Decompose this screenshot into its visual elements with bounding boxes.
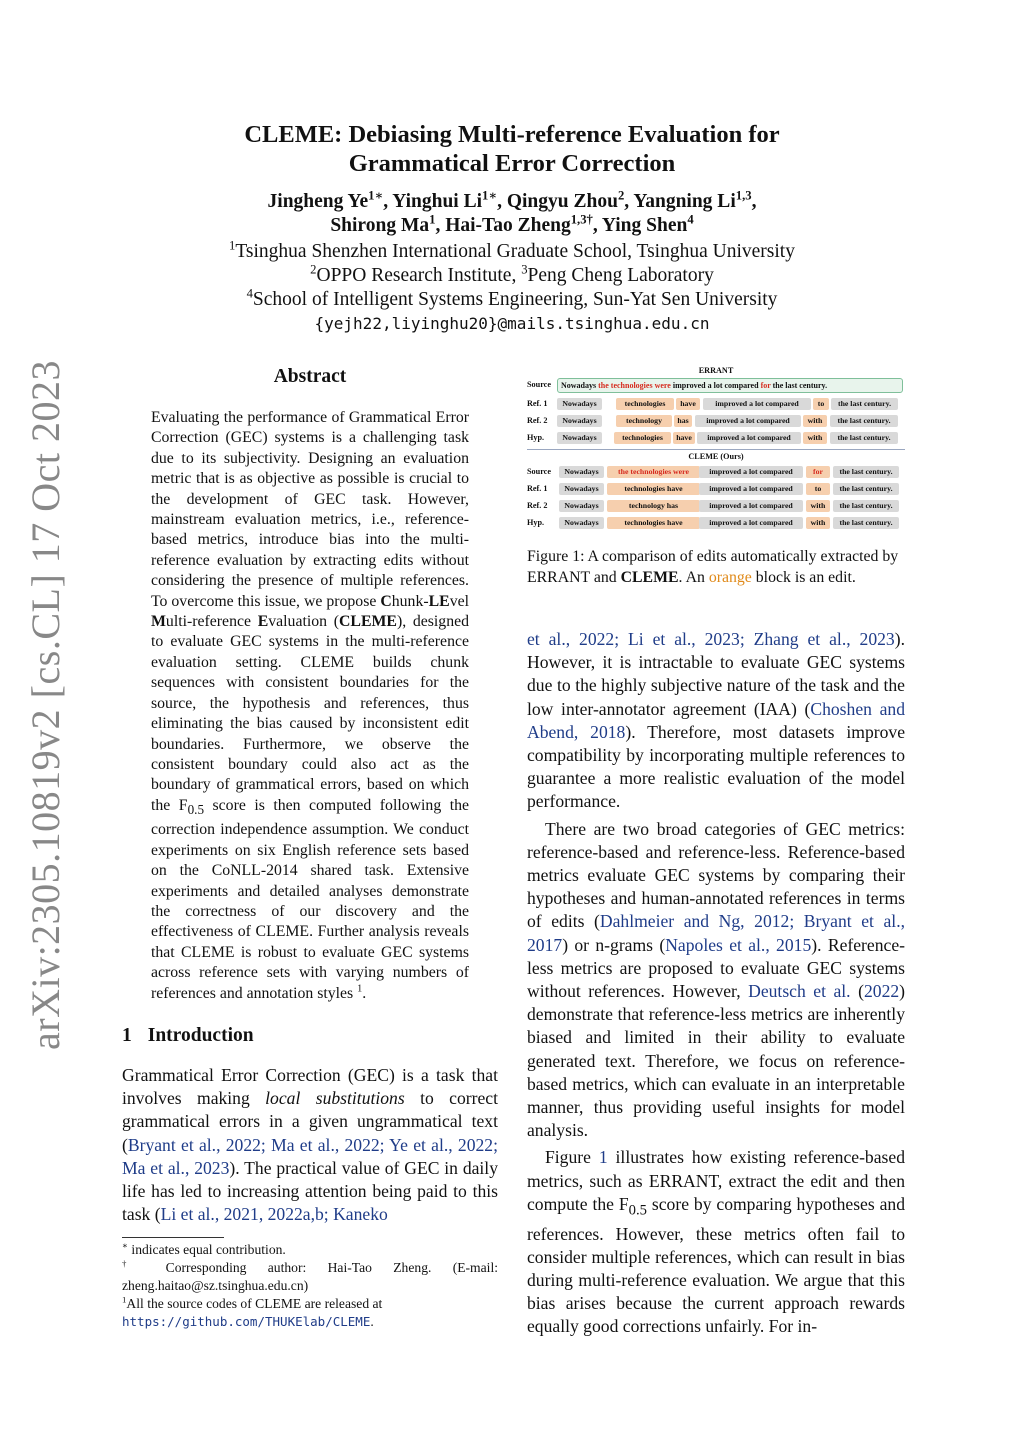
author-name: Yinghui Li <box>392 191 483 212</box>
footnote-corresponding <box>122 1259 498 1295</box>
body-text: There are two broad categories of GEC metrics: reference-based and reference-less. Reference-based metrics evaluate GEC systems by comparing their hypotheses and human-annotated references in terms of edits ( <box>527 818 905 932</box>
cleme-title: CLEME (Ours) <box>688 452 744 461</box>
author-affil-sup: 1,3† <box>570 212 593 227</box>
abstract-text: ulti-reference <box>165 613 258 631</box>
caption-bold: CLEME <box>620 569 679 586</box>
cleme-hyp-edit-chip: technologies have <box>607 517 700 529</box>
citation-link[interactable]: Bryant et al., 2022; Ma et al., 2022; Ye et al., 2022; Ma et al., 2023 <box>122 1134 498 1178</box>
author-sep: , <box>435 215 441 236</box>
abstract-heading: Abstract <box>273 366 347 387</box>
row-label-source: Source <box>527 467 551 476</box>
row-label-ref2: Ref. 2 <box>527 501 548 510</box>
body-text: ) demonstrate that reference-less metrics are inherently biased and limited in their ability to evaluate generated text. Therefore, we focus on reference-based metrics, which can evaluate in an interpretable manner, thus providing useful insights for model analysis. <box>527 981 906 1141</box>
figure-1 <box>527 366 905 534</box>
acronym-letter: M <box>151 613 166 631</box>
cleme-source-chip: improved a lot compared <box>699 466 803 478</box>
acronym-letter: E <box>257 613 269 631</box>
affil-sup: 1 <box>229 238 236 253</box>
errant-ref1-chip: the last century. <box>831 398 898 410</box>
errant-hyp-chip: the last century. <box>830 432 898 444</box>
author-email: {yejh22,liyinghu20}@mails.tsinghua.edu.cn <box>314 314 710 333</box>
affiliation-4 <box>0 288 1024 312</box>
citation-link[interactable]: Choshen and Abend, 2018 <box>527 698 905 742</box>
right-paragraph-1 <box>527 628 905 814</box>
footnote-mark: † <box>122 1258 145 1269</box>
body-text: ) or n-grams ( <box>562 934 666 955</box>
abstract-text: Evaluating the performance of Grammatical Error Correction (GEC) systems is a challenging task due to its subjectivity. Designing an evaluation metric that is as objective as possible is crucial to the development of GEC task. However, mainstream evaluation metrics, i.e., reference-based metrics, introduce bias into the multi-reference evaluation by extracting edits without considering the presence of multiple references. To overcome this issue, we propose <box>151 409 469 610</box>
author-affil-sup: 1,3 <box>735 188 752 203</box>
errant-ref1-edit-chip: have <box>676 398 700 410</box>
right-column-body <box>527 628 905 1339</box>
citation-link[interactable]: 2022 <box>863 981 900 1002</box>
row-label-ref1: Ref. 1 <box>527 399 548 408</box>
citation-link[interactable]: Napoles et al., 2015 <box>665 934 812 955</box>
footnote-mark: 1 <box>122 1294 127 1305</box>
cleme-source-edit-chip: for <box>806 466 830 478</box>
right-paragraph-2 <box>527 818 905 1143</box>
body-text: Figure <box>545 1147 599 1168</box>
source-text: Nowadays <box>561 381 599 390</box>
cleme-ref1-chip: improved a lot compared <box>699 483 803 495</box>
author-affil-sup: 1∗ <box>368 188 384 203</box>
author-name: Yangning Li <box>633 191 736 212</box>
author-affil-sup: 1 <box>429 212 436 227</box>
citation-link[interactable]: Deutsch et al. <box>748 981 851 1002</box>
affiliation-2 <box>0 264 1024 288</box>
cleme-source-chip: the last century. <box>833 466 899 478</box>
affil-sup: 4 <box>246 286 253 301</box>
cleme-ref1-edit-chip: technologies have <box>607 483 700 495</box>
abstract-body <box>151 408 469 1004</box>
row-label-source: Source <box>527 380 551 389</box>
errant-hyp-edit-chip: have <box>673 432 695 444</box>
abstract-text: hunk- <box>391 592 429 610</box>
cleme-ref2-edit-chip: with <box>806 500 830 512</box>
row-label-hyp: Hyp. <box>527 518 545 527</box>
author-sep: , <box>624 191 630 212</box>
author-name: Qingyu Zhou <box>506 191 618 212</box>
affil-text: School of Intelligent Systems Engineering, Sun-Yat Sen University <box>252 289 778 310</box>
footnote-mark[interactable]: 1 <box>357 983 363 995</box>
intro-text <box>122 1064 498 1226</box>
errant-hyp-edit-chip: with <box>803 432 827 444</box>
author-sep: , <box>592 215 598 236</box>
cleme-ref1-edit-chip: to <box>806 483 830 495</box>
author-name: Jingheng Ye <box>267 191 369 212</box>
section-heading-introduction <box>122 1025 254 1047</box>
errant-ref1-edit-chip: technologies <box>616 398 674 410</box>
errant-title: ERRANT <box>698 366 734 375</box>
author-list <box>0 190 1024 238</box>
abstract-text: . <box>362 984 367 1002</box>
row-label-ref1: Ref. 1 <box>527 484 548 493</box>
source-error-text: the technologies were <box>598 381 671 390</box>
acronym-bold: CLEME <box>339 613 397 631</box>
body-text: score by comparing hypotheses and references. However, these metrics often fail to consider multiple references, which can result in bias during multi-reference evaluation. We argue that this bias arises because the current approach rewards equally good corrections unfairly. For in- <box>527 1193 905 1337</box>
author-affil-sup: 2 <box>617 188 625 203</box>
body-text: ). However, it is intractable to evaluate GEC systems due to the highly subjective nature of the task and the low inter-annotator agreement (IAA) ( <box>527 629 905 719</box>
abstract-text: valuation ( <box>268 613 339 631</box>
intro-paragraph <box>122 1064 498 1226</box>
body-text: ( <box>850 981 864 1002</box>
cleme-ref1-chip: Nowadays <box>559 483 604 495</box>
cleme-hyp-chip: the last century. <box>833 517 899 529</box>
errant-ref1-edit-chip: to <box>813 398 829 410</box>
row-label-ref2: Ref. 2 <box>527 416 548 425</box>
affiliation-1 <box>0 240 1024 264</box>
errant-ref1-chip: Nowadays <box>557 398 602 410</box>
cleme-ref2-edit-chip: technology has <box>607 500 700 512</box>
cleme-ref1-chip: the last century. <box>833 483 899 495</box>
arxiv-sidebar-id: arXiv:2305.10819v2 [cs.CL] 17 Oct 2023 <box>23 359 68 1050</box>
row-label-hyp: Hyp. <box>527 433 545 442</box>
author-affil-sup: 4 <box>687 212 694 227</box>
abstract-text: ), designed to evaluate GEC systems in the multi-reference evaluation setting. CLEME builds chunk sequences with consistent boundaries for the source, the hypothesis and references, thus eliminating the bias caused by inconsistent edit boundaries. Furthermore, we observe the consistent boundary could also act as the boundary of grammatical errors, based on which the F <box>151 613 470 814</box>
errant-hyp-chip: Nowadays <box>557 432 602 444</box>
code-url-link[interactable]: https://github.com/THUKElab/CLEME <box>122 1314 371 1329</box>
figure-1-caption <box>527 546 905 588</box>
errant-hyp-chip: improved a lot compared <box>697 432 801 444</box>
paper-title <box>0 120 1024 178</box>
footnote-text: . <box>370 1314 374 1329</box>
cleme-ref2-chip: Nowadays <box>559 500 604 512</box>
author-name: Ying Shen <box>601 215 688 236</box>
author-sep: , <box>497 191 502 212</box>
figure-separator <box>527 449 905 450</box>
source-text: improved a lot compared <box>670 381 761 390</box>
caption-text: . An <box>678 569 709 586</box>
body-text: ). Therefore, most datasets improve compatibility by incorporating multiple references to guarantee a more realistic evaluation of the model performance. <box>527 721 906 812</box>
footnote-equal <box>122 1241 498 1259</box>
footnote-code <box>122 1295 498 1331</box>
errant-ref2-edit-chip: technology <box>616 415 672 427</box>
body-text: Grammatical Error Correction (GEC) is a task that involves making <box>122 1065 498 1109</box>
section-number: 1 <box>122 1025 132 1046</box>
citation-link[interactable]: et al., 2022; Li et al., 2023; Zhang et al., 2023 <box>527 629 895 649</box>
affil-text: Peng Cheng Laboratory <box>527 265 714 286</box>
f-subscript: 0.5 <box>628 1202 647 1219</box>
cleme-hyp-chip: improved a lot compared <box>699 517 803 529</box>
affil-text: Tsinghua Shenzhen International Graduate School, Tsinghua University <box>235 241 795 262</box>
author-line-1 <box>0 190 1024 214</box>
body-text: illustrates how existing reference-based metrics, such as ERRANT, extract the edit and then compute the F <box>527 1147 905 1214</box>
f-subscript: 0.5 <box>187 801 205 817</box>
author-affil-sup: 1∗ <box>482 188 498 203</box>
affil-sup: 3 <box>521 262 528 277</box>
title-line-1: CLEME: Debiasing Multi-reference Evaluation for <box>244 121 780 148</box>
affiliations <box>0 240 1024 336</box>
footnote-divider <box>122 1237 224 1238</box>
citation-link[interactable]: Li et al., 2021, 2022a,b; Kaneko <box>160 1204 388 1225</box>
footnotes <box>122 1241 498 1331</box>
section-title: Introduction <box>147 1025 254 1046</box>
figure-ref-link[interactable]: 1 <box>598 1147 608 1168</box>
right-paragraph-3 <box>527 1146 905 1338</box>
author-name: Shirong Ma <box>330 215 430 236</box>
body-text: ). Reference-less metrics are proposed to evaluate GEC systems without references. However, <box>527 934 905 1002</box>
abstract-text: vel <box>449 592 469 610</box>
errant-ref1-chip: improved a lot compared <box>703 398 811 410</box>
caption-text: block is an edit. <box>751 569 856 586</box>
cleme-source-edit-chip: the technologies were <box>607 466 700 478</box>
cleme-hyp-chip: Nowadays <box>559 517 604 529</box>
author-name: Hai-Tao Zheng <box>445 215 571 236</box>
citation-link[interactable]: Dahlmeier and Ng, 2012; Bryant et al., 2017 <box>527 911 905 955</box>
caption-text: Figure 1: A comparison of edits automatically extracted by ERRANT and <box>527 548 899 586</box>
errant-hyp-edit-chip: technologies <box>614 432 671 444</box>
errant-source-sentence <box>557 378 903 393</box>
errant-ref2-chip: the last century. <box>830 415 898 427</box>
errant-ref2-chip: Nowadays <box>557 415 602 427</box>
footnote-text: indicates equal contribution. <box>128 1242 286 1257</box>
footnote-text: Corresponding author: Hai-Tao Zheng. (E-mail: zheng.haitao@sz.tsinghua.edu.cn) <box>122 1260 498 1293</box>
cleme-source-chip: Nowadays <box>559 466 604 478</box>
author-sep: , <box>383 191 389 212</box>
cleme-ref2-chip: improved a lot compared <box>699 500 803 512</box>
acronym-letter: C <box>380 592 392 610</box>
footnote-text: All the source codes of CLEME are released at <box>126 1296 383 1311</box>
footnote-mark: ∗ <box>122 1240 129 1251</box>
affil-text: OPPO Research Institute, <box>316 265 522 286</box>
errant-ref2-edit-chip: has <box>674 415 692 427</box>
caption-orange-word: orange <box>708 569 752 586</box>
title-line-2: Grammatical Error Correction <box>348 150 676 177</box>
source-text: the last century. <box>770 381 828 390</box>
errant-ref2-chip: improved a lot compared <box>695 415 801 427</box>
source-error-text: for <box>760 381 771 390</box>
emphasis-text: local substitutions <box>265 1088 405 1109</box>
cleme-hyp-edit-chip: with <box>806 517 830 529</box>
affil-sup: 2 <box>310 262 317 277</box>
body-text: to correct grammatical errors in a given ungrammatical text ( <box>122 1088 498 1155</box>
abstract-text: score is then computed following the correction independence assumption. We conduct experiments on six English reference sets based on the CoNLL-2014 shared task. Extensive experiments and detailed analyses demonstrate the correctness of our discovery and the effectiveness of CLEME. Further analysis reveals that CLEME is robust to evaluate GEC systems across reference sets with varying numbers of references and annotation styles <box>151 796 469 1002</box>
errant-ref2-edit-chip: with <box>803 415 827 427</box>
author-line-2 <box>0 214 1024 238</box>
cleme-ref2-chip: the last century. <box>833 500 899 512</box>
author-sep: , <box>751 191 757 212</box>
acronym-letter: LE <box>428 592 450 610</box>
body-text: ). The practical value of GEC in daily life has led to increasing attention being paid to this task ( <box>122 1157 498 1225</box>
abstract-paragraph <box>151 408 469 1004</box>
